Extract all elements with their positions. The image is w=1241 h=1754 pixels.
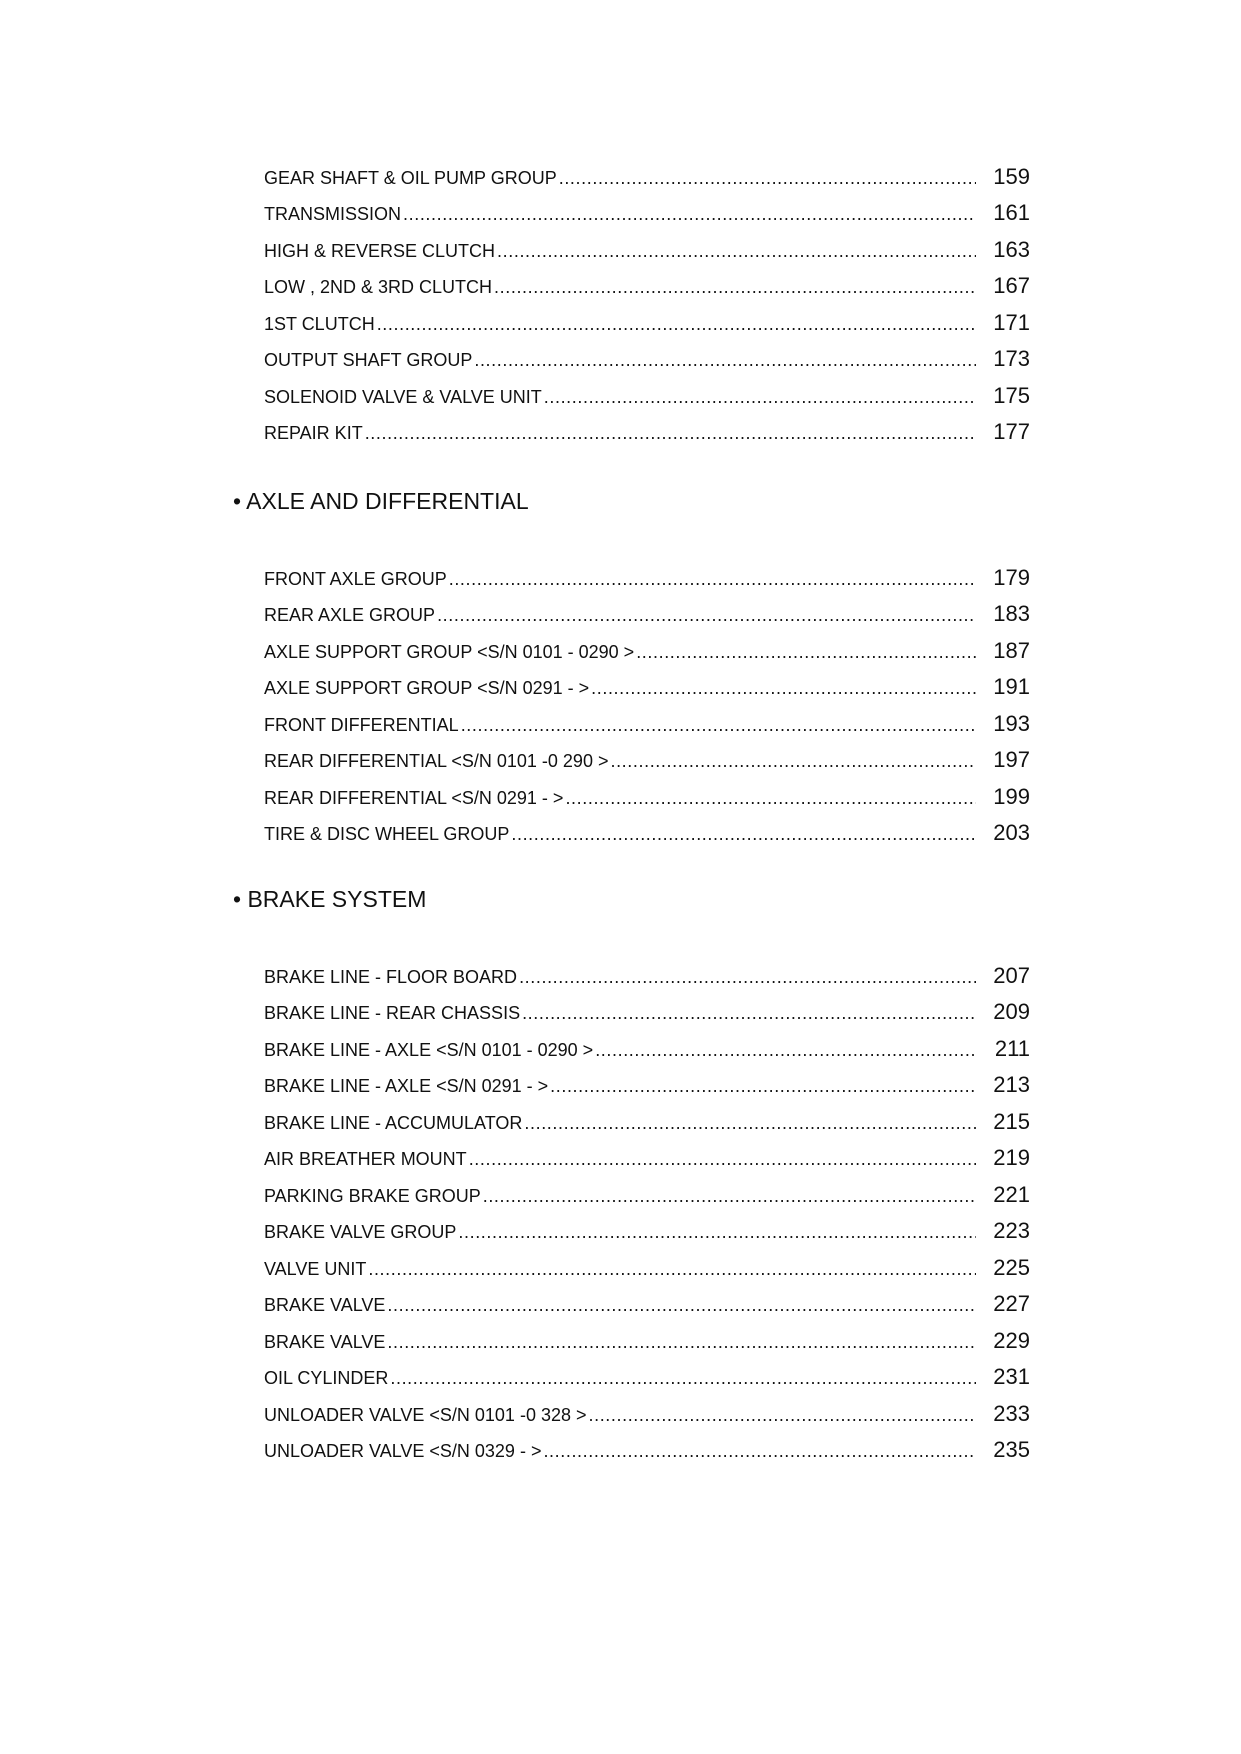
toc-entry[interactable] bbox=[264, 262, 1030, 299]
toc-entry-page: 211 bbox=[994, 1035, 1030, 1061]
toc-entry-title: BRAKE LINE - FLOOR BOARD bbox=[264, 966, 518, 987]
section-heading-brake: • BRAKE SYSTEM bbox=[233, 886, 427, 912]
toc-entry-title: BRAKE LINE - REAR CHASSIS bbox=[264, 1003, 521, 1023]
toc-entry[interactable] bbox=[264, 408, 1030, 445]
toc-entry[interactable] bbox=[264, 1061, 1030, 1098]
toc-entry-title: GEAR SHAFT & OIL PUMP GROUP bbox=[264, 167, 557, 188]
toc-entry-title: AXLE SUPPORT GROUP <S/N 0291 - > bbox=[264, 678, 590, 698]
toc-entry-page: 235 bbox=[993, 1437, 1030, 1462]
toc-entry[interactable] bbox=[264, 699, 1030, 736]
dot-leader bbox=[636, 641, 976, 663]
toc-entry-title: REAR DIFFERENTIAL <S/N 0291 - > bbox=[264, 787, 564, 808]
toc-entry[interactable] bbox=[264, 1280, 1030, 1317]
toc-entry-title: UNLOADER VALVE <S/N 0101 -0 328 > bbox=[264, 1404, 587, 1425]
toc-entry-page: 213 bbox=[993, 1072, 1030, 1097]
dot-leader bbox=[387, 1331, 976, 1353]
toc-entry-page: 215 bbox=[993, 1108, 1030, 1134]
toc-entry[interactable] bbox=[264, 189, 1030, 226]
toc-entry-title: VALVE UNIT bbox=[264, 1258, 367, 1279]
section-heading-axle: • AXLE AND DIFFERENTIAL bbox=[233, 488, 529, 514]
toc-entry-title: BRAKE VALVE GROUP bbox=[264, 1222, 457, 1242]
toc-entry-title: AXLE SUPPORT GROUP <S/N 0101 - 0290 > bbox=[264, 641, 635, 662]
toc-entry[interactable] bbox=[264, 225, 1030, 262]
toc-entry-title: REAR AXLE GROUP bbox=[264, 605, 436, 625]
toc-entry-title: REPAIR KIT bbox=[264, 423, 363, 443]
toc-entry[interactable] bbox=[264, 1170, 1030, 1207]
toc-entry[interactable] bbox=[264, 1353, 1030, 1390]
toc-entry-title: HIGH & REVERSE CLUTCH bbox=[264, 240, 496, 261]
toc-entry[interactable] bbox=[264, 1243, 1030, 1280]
dot-leader bbox=[461, 714, 976, 736]
toc-entry-page: 231 bbox=[993, 1364, 1030, 1389]
dot-leader bbox=[565, 787, 976, 809]
toc-entry-page: 167 bbox=[993, 273, 1030, 298]
toc-entry[interactable] bbox=[264, 988, 1030, 1025]
toc-entry[interactable] bbox=[264, 1426, 1030, 1463]
dot-leader bbox=[458, 1221, 976, 1243]
toc-group-axle bbox=[264, 553, 1030, 845]
toc-entry[interactable] bbox=[264, 298, 1030, 335]
dot-leader bbox=[365, 422, 976, 444]
toc-entry-page: 183 bbox=[993, 601, 1030, 626]
toc-entry-page: 197 bbox=[993, 747, 1030, 772]
toc-entry-title: BRAKE LINE - AXLE <S/N 0101 - 0290 > bbox=[264, 1039, 594, 1060]
toc-entry[interactable] bbox=[264, 1316, 1030, 1353]
toc-entry-page: 161 bbox=[993, 200, 1030, 225]
toc-entry-title: TIRE & DISC WHEEL GROUP bbox=[264, 824, 510, 844]
dot-leader bbox=[403, 203, 976, 225]
dot-leader bbox=[543, 1440, 976, 1462]
dot-leader bbox=[519, 966, 976, 988]
toc-entry-title: UNLOADER VALVE <S/N 0329 - > bbox=[264, 1441, 542, 1461]
toc-entry-page: 171 bbox=[993, 309, 1030, 335]
toc-entry-page: 203 bbox=[993, 820, 1030, 845]
toc-entry-page: 199 bbox=[993, 783, 1030, 809]
toc-entry-title: BRAKE LINE - AXLE <S/N 0291 - > bbox=[264, 1076, 549, 1096]
dot-leader bbox=[449, 568, 976, 590]
toc-entry[interactable] bbox=[264, 1024, 1030, 1061]
dot-leader bbox=[511, 823, 976, 845]
dot-leader bbox=[494, 276, 976, 298]
toc-entry[interactable] bbox=[264, 809, 1030, 846]
toc-entry-page: 177 bbox=[993, 419, 1030, 444]
dot-leader bbox=[559, 167, 976, 189]
toc-entry-title: BRAKE VALVE bbox=[264, 1331, 386, 1352]
toc-entry[interactable] bbox=[264, 736, 1030, 773]
toc-entry[interactable] bbox=[264, 590, 1030, 627]
dot-leader bbox=[497, 240, 976, 262]
dot-leader bbox=[368, 1258, 976, 1280]
dot-leader bbox=[437, 604, 976, 626]
toc-entry-page: 191 bbox=[993, 674, 1030, 699]
toc-entry-page: 221 bbox=[993, 1181, 1030, 1207]
dot-leader bbox=[550, 1075, 976, 1097]
toc-entry-page: 173 bbox=[993, 346, 1030, 371]
toc-entry-title: BRAKE VALVE bbox=[264, 1295, 386, 1315]
dot-leader bbox=[483, 1185, 976, 1207]
dot-leader bbox=[474, 349, 976, 371]
toc-entry-title: FRONT DIFFERENTIAL bbox=[264, 714, 459, 735]
toc-entry-title: FRONT AXLE GROUP bbox=[264, 568, 447, 589]
toc-entry-page: 223 bbox=[993, 1218, 1030, 1243]
dot-leader bbox=[390, 1367, 976, 1389]
toc-entry[interactable] bbox=[264, 371, 1030, 408]
toc-entry[interactable] bbox=[264, 626, 1030, 663]
toc-entry-title: 1ST CLUTCH bbox=[264, 313, 375, 334]
toc-entry-page: 225 bbox=[993, 1254, 1030, 1280]
toc-entry-title: LOW , 2ND & 3RD CLUTCH bbox=[264, 277, 493, 297]
toc-entry[interactable] bbox=[264, 1207, 1030, 1244]
toc-entry[interactable] bbox=[264, 1134, 1030, 1171]
toc-entry-page: 209 bbox=[993, 999, 1030, 1024]
toc-entry-title: OUTPUT SHAFT GROUP bbox=[264, 350, 473, 370]
toc-entry[interactable] bbox=[264, 152, 1030, 189]
dot-leader bbox=[524, 1112, 976, 1134]
toc-entry-title: BRAKE LINE - ACCUMULATOR bbox=[264, 1112, 523, 1133]
toc-entry-page: 207 bbox=[993, 962, 1030, 988]
toc-entry-page: 175 bbox=[993, 382, 1030, 408]
toc-entry-page: 227 bbox=[993, 1291, 1030, 1316]
toc-entry-page: 179 bbox=[993, 564, 1030, 590]
dot-leader bbox=[610, 750, 976, 772]
dot-leader bbox=[387, 1294, 976, 1316]
dot-leader bbox=[595, 1039, 976, 1061]
toc-entry-title: SOLENOID VALVE & VALVE UNIT bbox=[264, 386, 542, 407]
toc-entry-title: REAR DIFFERENTIAL <S/N 0101 -0 290 > bbox=[264, 751, 609, 771]
toc-group-transmission bbox=[264, 152, 1030, 444]
toc-group-brake bbox=[264, 951, 1030, 1462]
toc-entry-title: AIR BREATHER MOUNT bbox=[264, 1149, 467, 1169]
toc-entry-page: 219 bbox=[993, 1145, 1030, 1170]
toc-entry-page: 187 bbox=[993, 637, 1030, 663]
dot-leader bbox=[544, 386, 976, 408]
toc-entry[interactable] bbox=[264, 553, 1030, 590]
toc-entry-page: 229 bbox=[993, 1327, 1030, 1353]
dot-leader bbox=[469, 1148, 976, 1170]
toc-entry-title: TRANSMISSION bbox=[264, 204, 402, 224]
toc-entry-page: 159 bbox=[993, 163, 1030, 189]
toc-entry[interactable] bbox=[264, 951, 1030, 988]
dot-leader bbox=[377, 313, 976, 335]
toc-entry-page: 193 bbox=[993, 710, 1030, 736]
toc-entry-page: 163 bbox=[993, 236, 1030, 262]
toc-entry[interactable] bbox=[264, 1097, 1030, 1134]
dot-leader bbox=[591, 677, 976, 699]
dot-leader bbox=[589, 1404, 977, 1426]
toc-entry-title: PARKING BRAKE GROUP bbox=[264, 1185, 481, 1206]
toc-entry-title: OIL CYLINDER bbox=[264, 1368, 389, 1388]
toc-entry[interactable] bbox=[264, 663, 1030, 700]
dot-leader bbox=[522, 1002, 976, 1024]
toc-entry[interactable] bbox=[264, 772, 1030, 809]
toc-entry[interactable] bbox=[264, 335, 1030, 372]
toc-entry-page: 233 bbox=[993, 1400, 1030, 1426]
toc-entry[interactable] bbox=[264, 1389, 1030, 1426]
